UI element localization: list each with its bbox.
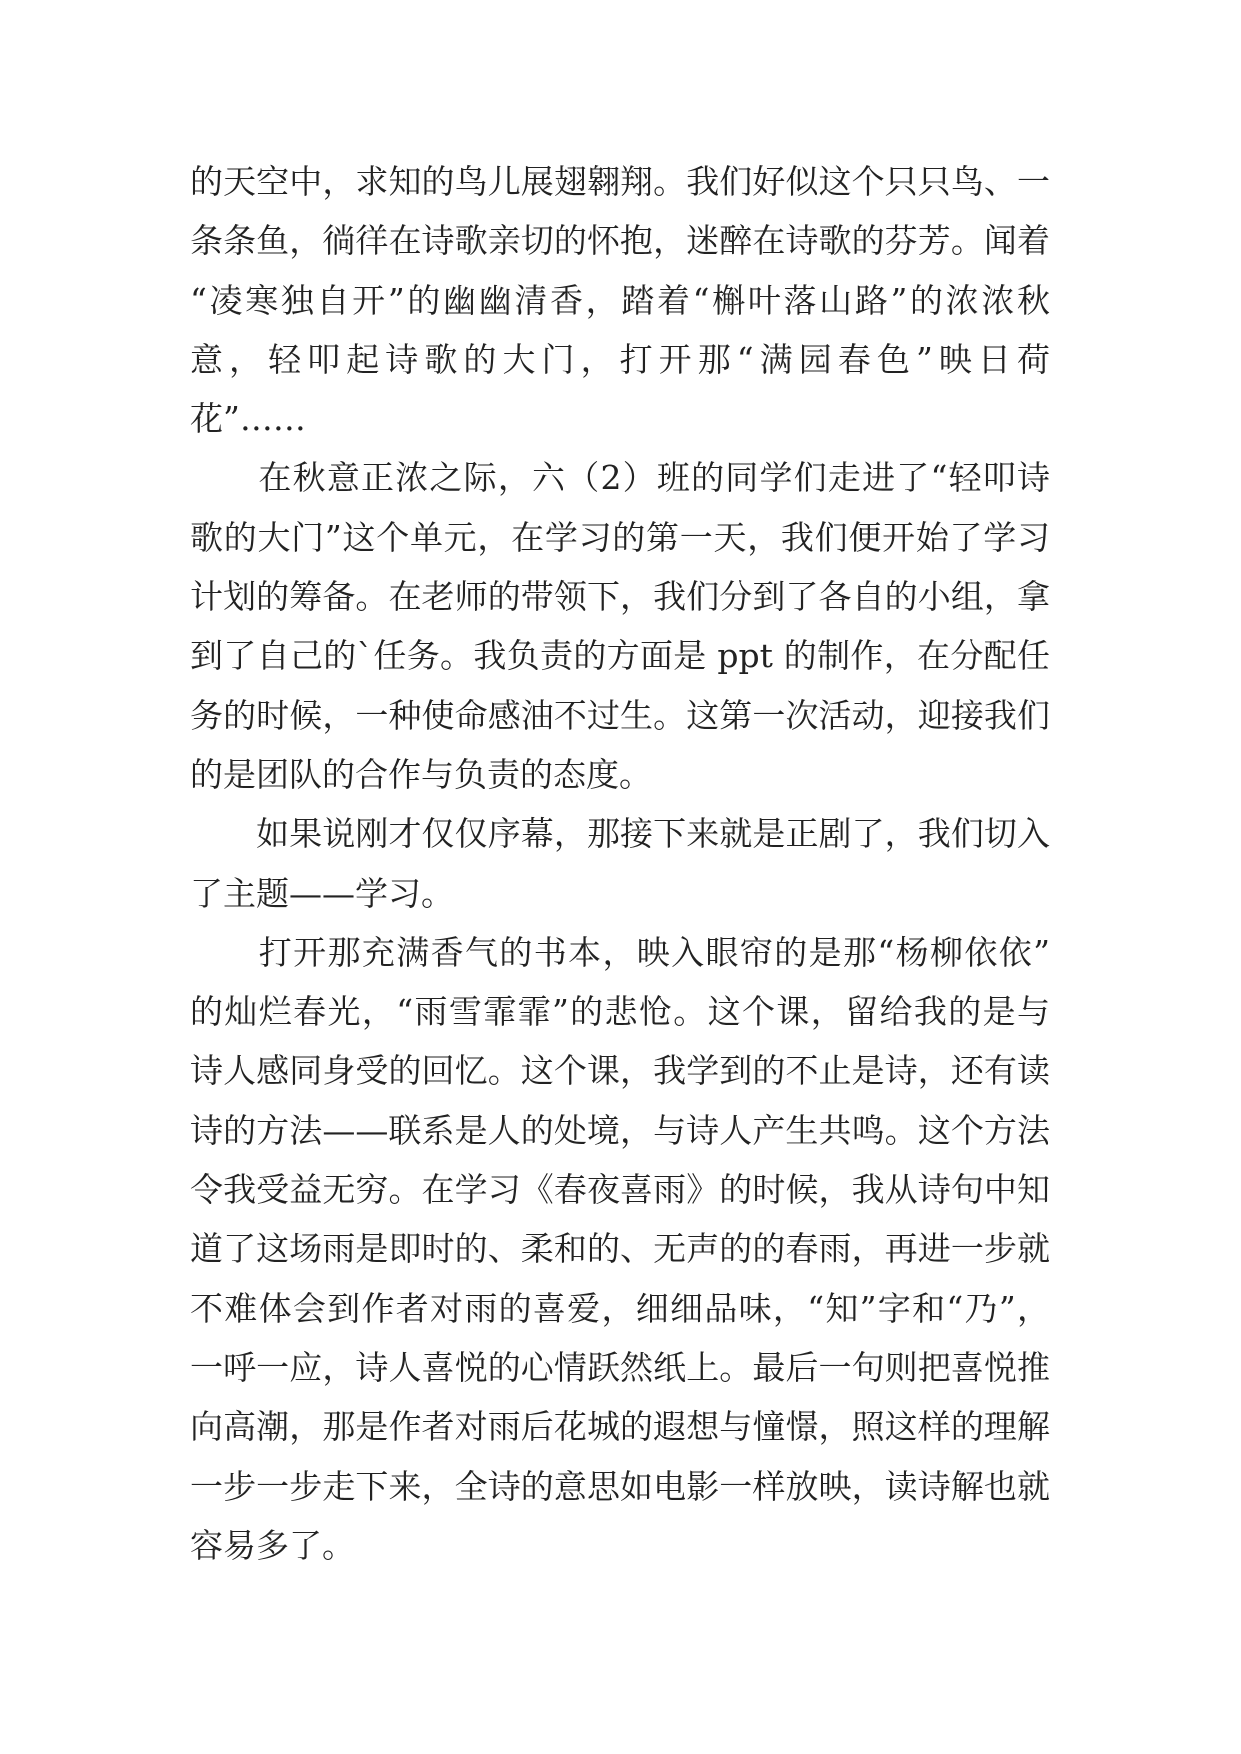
text-line: 计划的筹备。在老师的带领下，我们分到了各自的小组，拿 (190, 577, 1050, 617)
text-line: 向高潮，那是作者对雨后花城的遐想与憧憬，照这样的理解 (190, 1407, 1050, 1447)
text-line: 一呼一应，诗人喜悦的心情跃然纸上。最后一句则把喜悦推 (190, 1347, 1050, 1387)
text-line: 到了自己的`任务。我负责的方面是 ppt 的制作，在分配任 (190, 636, 1050, 676)
text-line: 令我受益无穷。在学习《春夜喜雨》的时候，我从诗句中知 (190, 1170, 1050, 1210)
text-line: 道了这场雨是即时的、柔和的、无声的的春雨，再进一步就 (190, 1229, 1050, 1269)
text-line: 如果说刚才仅仅序幕，那接下来就是正剧了，我们切入 (190, 814, 1050, 854)
text-line: 诗人感同身受的回忆。这个课，我学到的不止是诗，还有读 (190, 1051, 1050, 1091)
text-line: “凌寒独自开”的幽幽清香，踏着“槲叶落山路”的浓浓秋 (190, 280, 1050, 320)
text-line: 歌的大门”这个单元，在学习的第一天，我们便开始了学习 (190, 517, 1050, 557)
text-line: 一步一步走下来，全诗的意思如电影一样放映，读诗解也就 (190, 1466, 1050, 1506)
text-line: 在秋意正浓之际，六（2）班的同学们走进了“轻叩诗 (190, 458, 1050, 498)
text-line: 务的时候，一种使命感油不过生。这第一次活动，迎接我们 (190, 695, 1050, 735)
text-line: 了主题——学习。 (190, 873, 454, 913)
text-line: 不难体会到作者对雨的喜爱，细细品味，“知”字和“乃”， (190, 1288, 1050, 1328)
body-text (190, 152, 1050, 1575)
text-line: 的天空中，求知的鸟儿展翅翱翔。我们好似这个只只鸟、一 (190, 162, 1050, 201)
text-line: 的是团队的合作与负责的态度。 (190, 754, 652, 794)
text-line: 意，轻叩起诗歌的大门，打开那“满园春色”映日荷 (190, 339, 1050, 379)
text-line: 条条鱼，徜徉在诗歌亲切的怀抱，迷醉在诗歌的芬芳。闻着 (190, 221, 1050, 261)
text-line: 打开那充满香气的书本，映入眼帘的是那“杨柳依依” (190, 932, 1050, 972)
text-line: 容易多了。 (190, 1525, 355, 1565)
text-line: 诗的方法——联系是人的处境，与诗人产生共鸣。这个方法 (190, 1110, 1050, 1150)
text-line: 的灿烂春光，“雨雪霏霏”的悲怆。这个课，留给我的是与 (190, 992, 1050, 1032)
text-line: 花”…… (190, 399, 306, 439)
